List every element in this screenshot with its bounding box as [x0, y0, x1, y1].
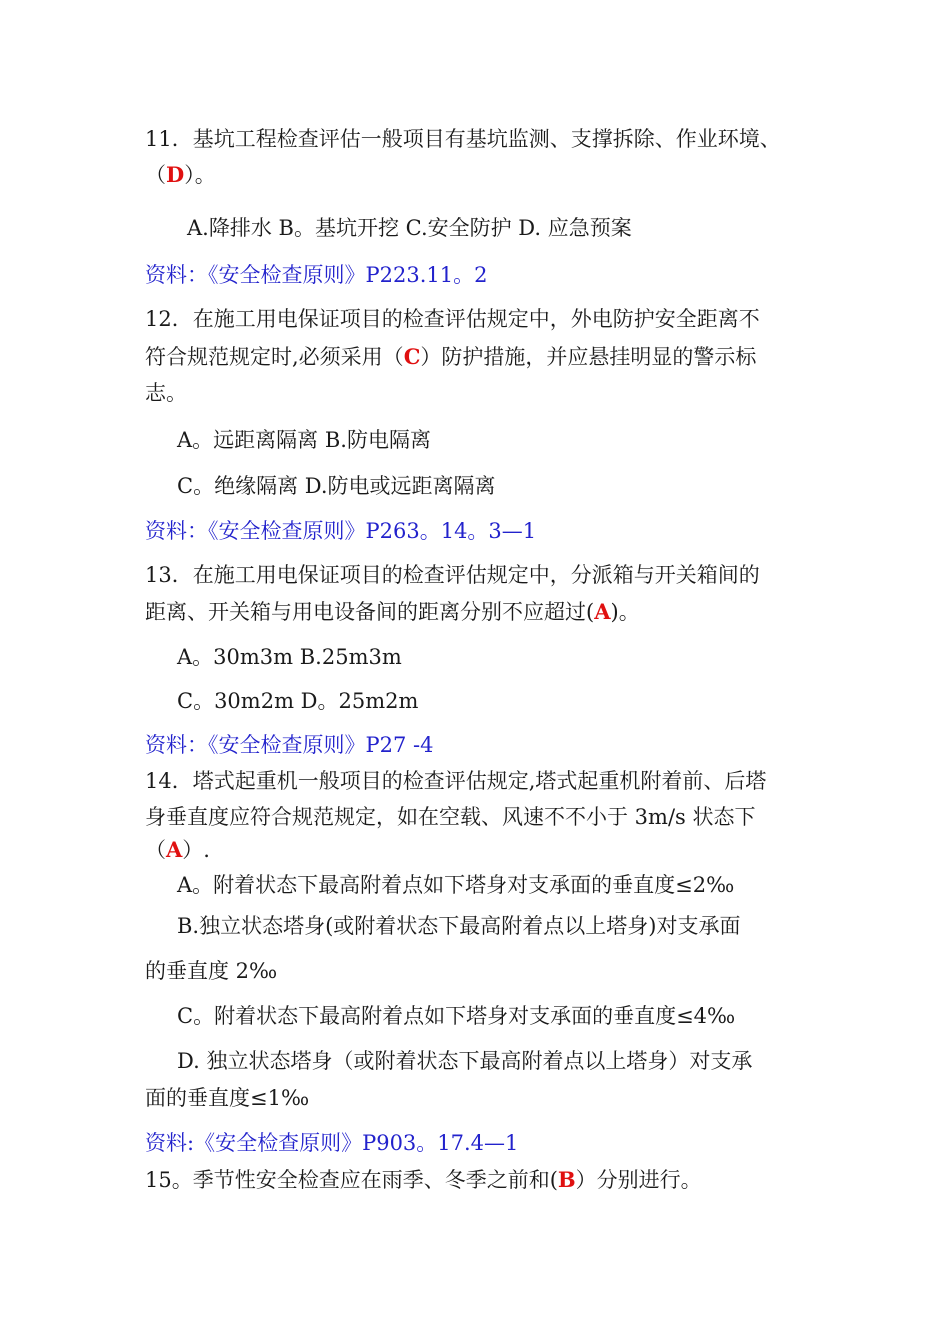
q13-source: 资料：《安全检查原则》P27 -4: [145, 733, 434, 757]
q14-option-b-line1: B.独立状态塔身(或附着状态下最高附着点以上塔身)对支承面: [177, 914, 741, 938]
q13-stem-pre: 距离、开关箱与用电设备间的距离分别不应超过(: [145, 600, 595, 624]
q12-stem-line1: 12．在施工用电保证项目的检查评估规定中，外电防护安全距离不: [145, 307, 760, 331]
q13-stem-line2: [145, 597, 640, 627]
q14-option-a: A。附着状态下最高附着点如下塔身对支承面的垂直度≤2‰: [177, 873, 735, 897]
q12-options-ab: A。远距离隔离 B.防电隔离: [177, 428, 431, 452]
q14-stem-line1: 14．塔式起重机一般项目的检查评估规定,塔式起重机附着前、后塔: [145, 769, 767, 793]
q13-stem-line1: 13．在施工用电保证项目的检查评估规定中，分派箱与开关箱间的: [145, 563, 760, 587]
q11-answer: D: [166, 162, 185, 187]
q11-stem-line1: 11．基坑工程检查评估一般项目有基坑监测、支撑拆除、作业环境、: [145, 127, 781, 151]
q12-stem-pre: 符合规范规定时,必须采用（: [145, 345, 404, 369]
q11-source: 资料：《安全检查原则》P223.11。2: [145, 263, 488, 287]
q12-source: 资料：《安全检查原则》P263。14。3—1: [145, 519, 537, 543]
q11-stem-line2: [145, 160, 216, 190]
q14-paren-close: ）.: [182, 838, 210, 862]
q12-stem-line2: [145, 342, 756, 372]
q14-option-c: C。附着状态下最高附着点如下塔身对支承面的垂直度≤4‰: [177, 1004, 736, 1028]
q15-stem-pre: 15。季节性安全检查应在雨季、冬季之前和(: [145, 1168, 558, 1192]
q13-stem-post: )。: [610, 600, 640, 624]
q14-stem-line3: [145, 835, 210, 865]
q15-answer: B: [557, 1167, 576, 1192]
q13-options-cd: C。30m2m D。25m2m: [177, 689, 419, 713]
q13-answer: A: [594, 599, 611, 624]
q12-stem-line3: 志。: [145, 381, 187, 405]
q11-paren-close: ）。: [184, 163, 216, 187]
q15-stem-line1: [145, 1165, 702, 1195]
q14-source: 资料:《安全检查原则》P903。17.4—1: [145, 1131, 519, 1155]
q13-options-ab: A。30m3m B.25m3m: [177, 645, 402, 669]
q12-options-cd: C。绝缘隔离 D.防电或远距离隔离: [177, 474, 496, 498]
q14-option-d-line2: 面的垂直度≤1‰: [145, 1086, 310, 1110]
q14-answer: A: [166, 837, 183, 862]
q14-paren-open: （: [145, 838, 166, 862]
q11-options: A.降排水 B。基坑开挖 C.安全防护 D. 应急预案: [187, 216, 632, 240]
q12-stem-post: ）防护措施，并应悬挂明显的警示标: [420, 345, 757, 369]
q15-stem-post: ）分别进行。: [575, 1168, 702, 1192]
q11-paren-open: （: [145, 163, 166, 187]
q14-stem-line2: 身垂直度应符合规范规定，如在空载、风速不不小于 3m/s 状态下: [145, 805, 756, 829]
q12-answer: C: [403, 344, 421, 369]
q14-option-d-line1: D. 独立状态塔身（或附着状态下最高附着点以上塔身）对支承: [177, 1049, 753, 1073]
q14-option-b-line2: 的垂直度 2‰: [145, 959, 278, 983]
